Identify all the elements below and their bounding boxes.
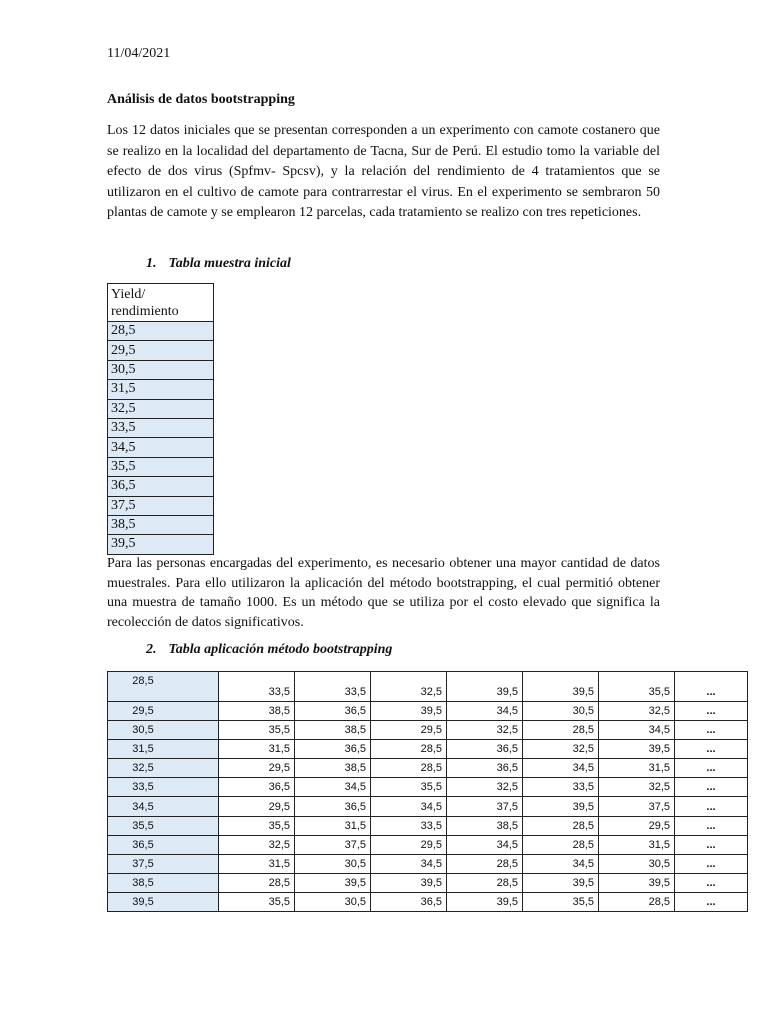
table-cell: 38,5	[108, 515, 214, 534]
table-cell: 28,5	[219, 873, 295, 892]
intro-paragraph: Los 12 datos iniciales que se presentan corresponden a un experimento con camote costanero que se realizo en la localidad del departamento de Tacna, Sur de Perú. El estudio tomo la variable del efecto de dos virus (Spfmv- Spcsv), y la relación del rendimiento de 4 tratamientos que se utilizaron en el cultivo de camote para contrarrestar el virus. En el experimento se sembraron 50 plantas de camote y se emplearon 12 parcelas, cada tratamiento se realizo con tres repeticiones.	[107, 123, 660, 221]
table-cell: 34,5	[295, 778, 371, 797]
row-label-cell: 37,5	[108, 854, 219, 873]
row-label-cell: 32,5	[108, 759, 219, 778]
table-cell: 32,5	[599, 702, 675, 721]
table-cell: 39,5	[523, 672, 599, 702]
table-cell: 29,5	[599, 816, 675, 835]
table-cell: 34,5	[523, 759, 599, 778]
table-cell: 39,5	[447, 672, 523, 702]
table-header-row	[108, 284, 214, 322]
row-label-cell: 38,5	[108, 873, 219, 892]
table-cell: 38,5	[295, 759, 371, 778]
table-cell: 30,5	[599, 854, 675, 873]
table-row	[108, 892, 748, 911]
table-cell: 35,5	[219, 721, 295, 740]
document-title: Análisis de datos bootstrapping	[107, 92, 295, 107]
table-cell: 38,5	[295, 721, 371, 740]
table-row	[108, 797, 748, 816]
table-row	[108, 438, 214, 457]
section-number: 1.	[146, 256, 157, 271]
table-cell: 31,5	[599, 835, 675, 854]
table-cell: 32,5	[219, 835, 295, 854]
table-cell: 35,5	[523, 892, 599, 911]
row-label-cell: 35,5	[108, 816, 219, 835]
table-cell: 28,5	[523, 721, 599, 740]
table-cell: ...	[675, 759, 748, 778]
table-cell: 28,5	[523, 816, 599, 835]
table-cell: 36,5	[219, 778, 295, 797]
table-cell: 34,5	[523, 854, 599, 873]
table-row	[108, 854, 748, 873]
table-cell: 33,5	[523, 778, 599, 797]
table-cell: 35,5	[599, 672, 675, 702]
table-row	[108, 759, 748, 778]
table-cell: 39,5	[371, 702, 447, 721]
table-row	[108, 873, 748, 892]
row-label-cell: 31,5	[108, 740, 219, 759]
table-row	[108, 496, 214, 515]
table-cell: ...	[675, 854, 748, 873]
table-row	[108, 457, 214, 476]
table-cell: 34,5	[599, 721, 675, 740]
table-cell: 37,5	[599, 797, 675, 816]
table-cell: 29,5	[108, 341, 214, 360]
table-cell: 34,5	[447, 835, 523, 854]
middle-paragraph: Para las personas encargadas del experimento, es necesario obtener una mayor cantidad de datos muestrales. Para ello utilizaron la aplicación del método bootstrapping, el cual permitió obtener una muestra de tamaño 1000. Es un método que se utiliza por el costo elevado que significa la recolección de datos significativos.	[107, 556, 660, 630]
table-cell: 31,5	[295, 816, 371, 835]
table-cell: 35,5	[371, 778, 447, 797]
table-row	[108, 380, 214, 399]
table-row	[108, 740, 748, 759]
table-cell: 32,5	[447, 778, 523, 797]
table-row	[108, 515, 214, 534]
table-cell: 39,5	[599, 873, 675, 892]
bootstrap-table	[107, 671, 748, 912]
table-cell: ...	[675, 797, 748, 816]
table-cell: 36,5	[295, 797, 371, 816]
table-row	[108, 778, 748, 797]
table-cell: ...	[675, 835, 748, 854]
table-cell: ...	[675, 816, 748, 835]
row-label-cell: 29,5	[108, 702, 219, 721]
table-cell: 37,5	[108, 496, 214, 515]
table-cell: 28,5	[447, 873, 523, 892]
table-cell: 34,5	[371, 797, 447, 816]
table-cell: 32,5	[599, 778, 675, 797]
row-label-cell: 39,5	[108, 892, 219, 911]
table-row	[108, 322, 214, 341]
table-cell: 33,5	[219, 672, 295, 702]
table-row	[108, 341, 214, 360]
table-cell: 31,5	[108, 380, 214, 399]
table-cell: 39,5	[523, 797, 599, 816]
table-cell: 29,5	[219, 797, 295, 816]
section-heading-1	[146, 256, 291, 272]
table-cell: 28,5	[371, 759, 447, 778]
table-cell: 38,5	[447, 816, 523, 835]
section-heading-2	[146, 642, 392, 658]
section-number: 2.	[146, 642, 157, 657]
table-cell: 32,5	[523, 740, 599, 759]
table-row	[108, 672, 748, 702]
table-cell: 28,5	[447, 854, 523, 873]
table-cell: 35,5	[219, 816, 295, 835]
table-cell: 36,5	[295, 740, 371, 759]
table-cell: 39,5	[108, 535, 214, 554]
table-cell: 36,5	[295, 702, 371, 721]
table-cell: 31,5	[219, 740, 295, 759]
table-cell: 28,5	[523, 835, 599, 854]
table-cell: 33,5	[295, 672, 371, 702]
row-label-cell: 33,5	[108, 778, 219, 797]
row-label-cell: 36,5	[108, 835, 219, 854]
table-cell: 28,5	[599, 892, 675, 911]
row-label-cell: 28,5	[108, 672, 219, 702]
row-label-cell: 30,5	[108, 721, 219, 740]
table-cell: 30,5	[295, 892, 371, 911]
table-cell: ...	[675, 740, 748, 759]
table-row	[108, 418, 214, 437]
table-cell: 39,5	[447, 892, 523, 911]
table-cell: ...	[675, 892, 748, 911]
table-cell: 34,5	[447, 702, 523, 721]
table-row	[108, 702, 748, 721]
table-row	[108, 477, 214, 496]
table-cell: 30,5	[108, 360, 214, 379]
table-cell: ...	[675, 672, 748, 702]
table-cell: 29,5	[219, 759, 295, 778]
initial-sample-table	[107, 283, 214, 555]
table-cell: 35,5	[219, 892, 295, 911]
table-cell: 39,5	[523, 873, 599, 892]
table-cell: 33,5	[108, 418, 214, 437]
table-cell: 37,5	[295, 835, 371, 854]
document-date: 11/04/2021	[107, 46, 171, 61]
table-cell: 30,5	[523, 702, 599, 721]
table-cell: 39,5	[599, 740, 675, 759]
table-row	[108, 721, 748, 740]
table-cell: 29,5	[371, 721, 447, 740]
table-cell: 36,5	[447, 759, 523, 778]
section-title: Tabla muestra inicial	[168, 256, 291, 271]
table-cell: ...	[675, 873, 748, 892]
table-cell: 34,5	[108, 438, 214, 457]
table-row	[108, 399, 214, 418]
table-cell: 30,5	[295, 854, 371, 873]
table-cell: 35,5	[108, 457, 214, 476]
section-title: Tabla aplicación método bootstrapping	[168, 642, 393, 657]
table-cell: 39,5	[295, 873, 371, 892]
table-cell: ...	[675, 721, 748, 740]
table-header-cell: Yield/ rendimiento	[108, 284, 214, 322]
table-cell: 31,5	[599, 759, 675, 778]
table-cell: 34,5	[371, 854, 447, 873]
row-label-cell: 34,5	[108, 797, 219, 816]
table-cell: 36,5	[447, 740, 523, 759]
table-row	[108, 816, 748, 835]
table-cell: 32,5	[108, 399, 214, 418]
table-cell: 31,5	[219, 854, 295, 873]
table-cell: 28,5	[108, 322, 214, 341]
table-row	[108, 835, 748, 854]
table-cell: 32,5	[447, 721, 523, 740]
table-cell: 36,5	[371, 892, 447, 911]
table-cell: 33,5	[371, 816, 447, 835]
table-cell: 38,5	[219, 702, 295, 721]
table-row	[108, 535, 214, 554]
table-cell: ...	[675, 778, 748, 797]
table-row	[108, 360, 214, 379]
table-cell: 37,5	[447, 797, 523, 816]
table-cell: ...	[675, 702, 748, 721]
table-cell: 39,5	[371, 873, 447, 892]
table-cell: 28,5	[371, 740, 447, 759]
table-cell: 36,5	[108, 477, 214, 496]
table-cell: 32,5	[371, 672, 447, 702]
table-cell: 29,5	[371, 835, 447, 854]
